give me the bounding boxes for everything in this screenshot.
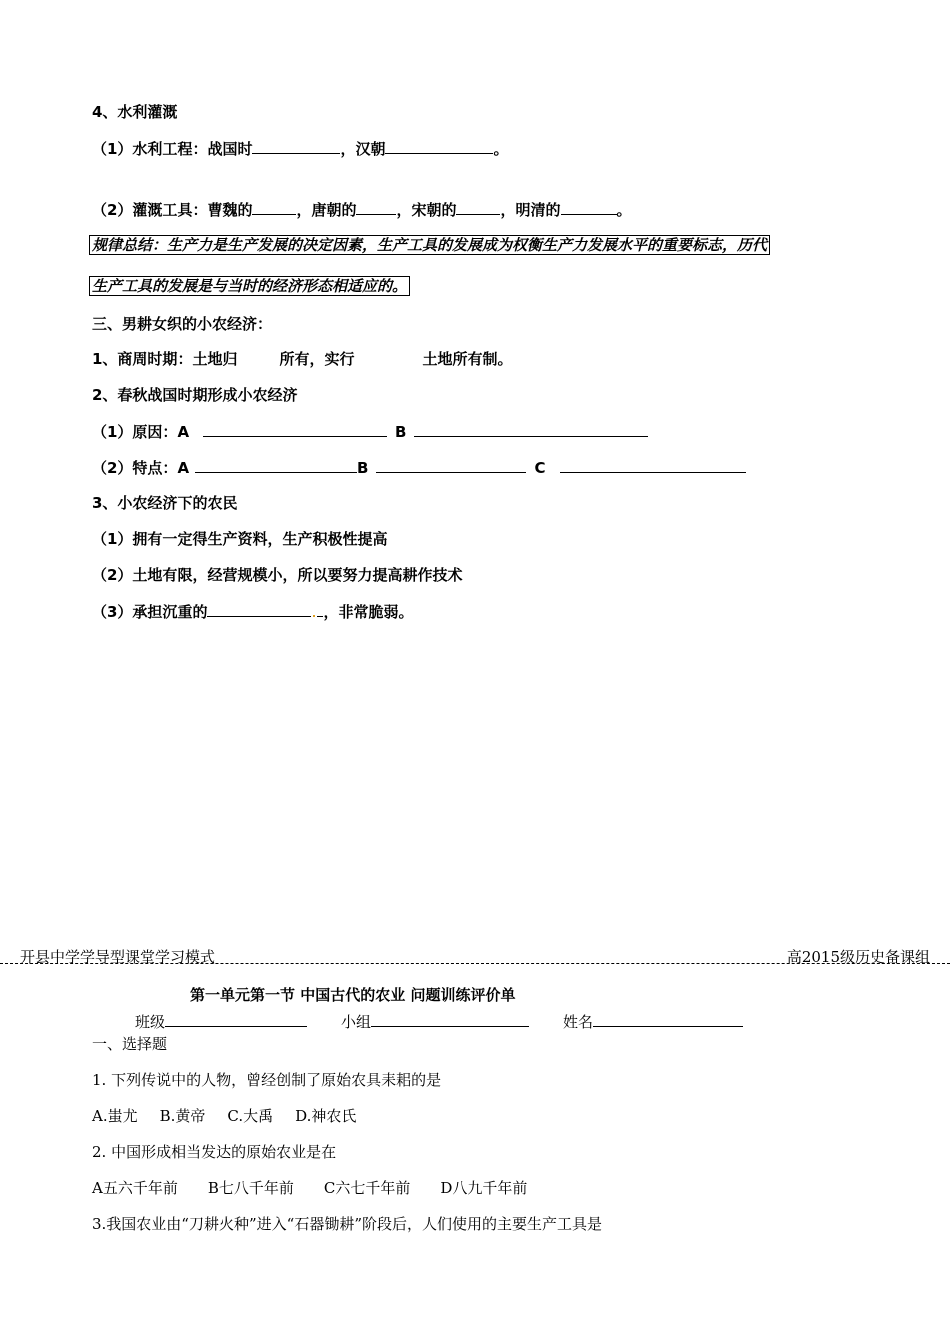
question-2-options bbox=[92, 1179, 527, 1197]
section-4-title: 4、水利灌溉 bbox=[92, 103, 178, 121]
shang-zhou-item: 1、商周时期：土地归 所有，实行 土地所有制。 bbox=[92, 350, 513, 368]
song-label: ，宋朝的 bbox=[396, 201, 457, 219]
farmer-point-2: （2）土地有限，经营规模小，所以要努力提高耕作技术 bbox=[92, 566, 463, 584]
feature-c-blank[interactable] bbox=[560, 458, 746, 473]
irrigation-tools-question: （2）灌溉工具：曹魏的 ，唐朝的 ，宋朝的 ，明清的 。 bbox=[92, 201, 632, 219]
reason-question: （1）原因：A B bbox=[92, 422, 648, 441]
water-project-question: （1）水利工程：战国时 ，汉朝 。 bbox=[92, 140, 509, 158]
part-1-title: 一、选择题 bbox=[92, 1035, 168, 1053]
summary-line-1: 规律总结：生产力是生产发展的决定因素，生产工具的发展成为权衡生产力发展水平的重要标志，历代 bbox=[89, 235, 770, 255]
ming-qing-label: ，明清的 bbox=[500, 201, 561, 219]
tang-label: ，唐朝的 bbox=[296, 201, 357, 219]
name-field[interactable] bbox=[593, 1012, 743, 1027]
option[interactable]: C.大禹 bbox=[227, 1107, 274, 1125]
cao-wei-label: （2）灌溉工具：曹魏的 bbox=[92, 201, 253, 219]
option[interactable]: A.蚩尤 bbox=[92, 1107, 138, 1125]
student-info-row bbox=[135, 1012, 743, 1031]
option[interactable]: D八九千年前 bbox=[440, 1179, 528, 1197]
reason-b-blank[interactable] bbox=[414, 422, 648, 437]
feature-a-blank[interactable] bbox=[195, 458, 357, 473]
group-label: 小组 bbox=[341, 1013, 372, 1031]
farmer-point-3: （3）承担沉重的 ，非常脆弱。 bbox=[92, 603, 414, 621]
feature-question: （2）特点：A B C bbox=[92, 458, 746, 477]
option[interactable]: D.神农氏 bbox=[295, 1107, 357, 1125]
warring-states-blank[interactable] bbox=[252, 139, 340, 154]
option[interactable]: A五六千年前 bbox=[92, 1179, 178, 1197]
summary-line-2: 生产工具的发展是与当时的经济形态相适应的。 bbox=[89, 276, 410, 296]
header-divider bbox=[0, 963, 950, 964]
option[interactable]: B.黄帝 bbox=[159, 1107, 206, 1125]
mark-dot bbox=[313, 615, 315, 617]
farmer-point-1: （1）拥有一定得生产资料，生产积极性提高 bbox=[92, 530, 388, 548]
option[interactable]: C六七千年前 bbox=[323, 1179, 411, 1197]
song-blank[interactable] bbox=[456, 200, 500, 215]
farmer-item: 3、小农经济下的农民 bbox=[92, 494, 238, 512]
class-field[interactable] bbox=[165, 1012, 307, 1027]
option[interactable]: B七八千年前 bbox=[207, 1179, 294, 1197]
han-dynasty-label: ，汉朝 bbox=[340, 140, 386, 158]
page-header bbox=[0, 944, 950, 966]
spring-autumn-item: 2、春秋战国时期形成小农经济 bbox=[92, 386, 298, 404]
question-3: 3.我国农业由“刀耕火种”进入“石器锄耕”阶段后，人们使用的主要生产工具是 bbox=[92, 1215, 602, 1233]
name-label: 姓名 bbox=[563, 1013, 594, 1031]
water-project-label: （1）水利工程：战国时 bbox=[92, 140, 253, 158]
header-school: 开县中学学导型课堂学习模式 bbox=[20, 948, 216, 966]
question-1-options bbox=[92, 1107, 356, 1125]
question-1: 1. 下列传说中的人物，曾经创制了原始农具耒耜的是 bbox=[92, 1071, 442, 1089]
reason-a-blank[interactable] bbox=[203, 422, 387, 437]
worksheet-title: 第一单元第一节 中国古代的农业 问题训练评价单 bbox=[190, 986, 516, 1004]
cao-wei-blank[interactable] bbox=[252, 200, 296, 215]
tang-blank[interactable] bbox=[356, 200, 396, 215]
class-label: 班级 bbox=[135, 1013, 166, 1031]
ming-qing-blank[interactable] bbox=[561, 200, 617, 215]
header-group: 高2015级历史备课组 bbox=[786, 948, 930, 966]
han-dynasty-blank[interactable] bbox=[385, 139, 493, 154]
question-2: 2. 中国形成相当发达的原始农业是在 bbox=[92, 1143, 337, 1161]
feature-b-blank[interactable] bbox=[376, 458, 526, 473]
group-field[interactable] bbox=[371, 1012, 529, 1027]
burden-blank[interactable] bbox=[207, 602, 311, 617]
section-3-title: 三、男耕女织的小农经济： bbox=[92, 315, 273, 333]
